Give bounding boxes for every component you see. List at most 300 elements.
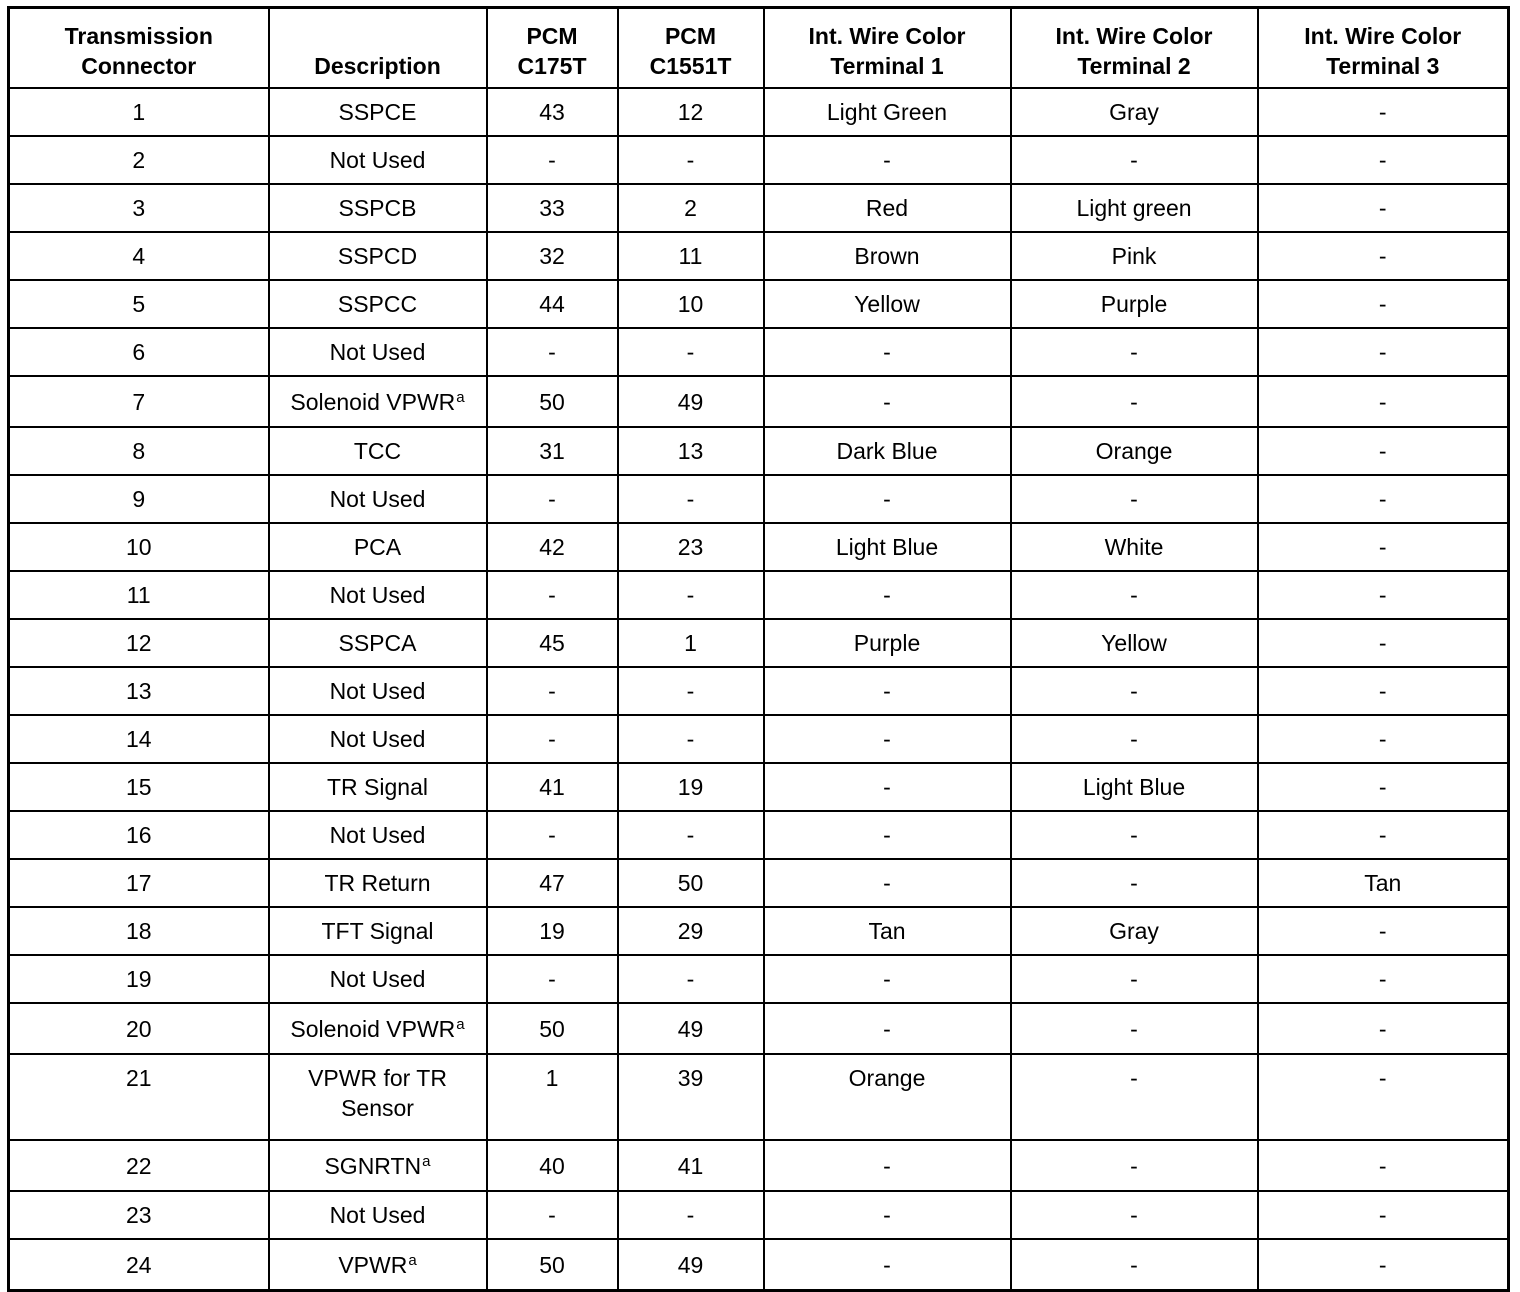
cell-connector-text: 13 [125, 678, 152, 704]
cell-connector-text: 12 [125, 630, 152, 656]
cell-pcm-c175t [487, 1191, 618, 1239]
cell-wire-color-terminal-1-text: - [883, 822, 891, 848]
cell-wire-color-terminal-2-text: - [1130, 726, 1138, 752]
cell-wire-color-terminal-3 [1258, 667, 1509, 715]
cell-connector-text: 15 [125, 774, 152, 800]
cell-description-text: Not Used [329, 486, 426, 512]
cell-wire-color-terminal-1-text: - [883, 1152, 891, 1179]
cell-wire-color-terminal-2 [1011, 763, 1258, 811]
cell-pcm-c1551t [618, 376, 764, 427]
cell-wire-color-terminal-3-text: - [1378, 774, 1387, 800]
cell-pcm-c175t [487, 1054, 618, 1140]
cell-wire-color-terminal-1-text: - [883, 486, 891, 512]
cell-pcm-c1551t-text: - [686, 1202, 695, 1228]
cell-wire-color-terminal-2-text: Gray [1109, 918, 1159, 944]
cell-pcm-c175t [487, 328, 618, 376]
header-row [9, 8, 1509, 89]
cell-wire-color-terminal-3-text: - [1378, 678, 1387, 704]
cell-wire-color-terminal-3 [1258, 859, 1509, 907]
cell-description [269, 571, 487, 619]
table-row [9, 280, 1509, 328]
cell-connector [9, 1054, 269, 1140]
cell-pcm-c175t-text: - [548, 147, 556, 173]
cell-wire-color-terminal-3-text: - [1378, 438, 1387, 464]
cell-wire-color-terminal-2 [1011, 1191, 1258, 1239]
cell-pcm-c1551t-text: 39 [677, 1065, 704, 1091]
cell-wire-color-terminal-2 [1011, 571, 1258, 619]
table-row [9, 715, 1509, 763]
cell-description-text: Not Used [329, 726, 426, 752]
cell-connector-text: 8 [132, 438, 146, 464]
cell-connector-text: 16 [125, 822, 152, 848]
table-row [9, 88, 1509, 136]
cell-connector [9, 136, 269, 184]
table-row [9, 523, 1509, 571]
cell-wire-color-terminal-1-text: - [883, 774, 891, 800]
cell-wire-color-terminal-1 [764, 1239, 1011, 1291]
cell-description [269, 1239, 487, 1291]
cell-connector [9, 328, 269, 376]
cell-pcm-c175t-text: - [548, 582, 556, 608]
table-row [9, 1054, 1509, 1140]
cell-description-text: TCC [353, 438, 402, 464]
cell-description [269, 475, 487, 523]
cell-wire-color-terminal-3-text: - [1378, 486, 1387, 512]
cell-wire-color-terminal-1-text: Light Green [826, 99, 948, 125]
cell-wire-color-terminal-2 [1011, 88, 1258, 136]
cell-pcm-c1551t [618, 136, 764, 184]
cell-connector [9, 232, 269, 280]
cell-wire-color-terminal-3 [1258, 523, 1509, 571]
cell-wire-color-terminal-3-text: - [1378, 966, 1387, 992]
cell-pcm-c175t [487, 427, 618, 475]
cell-wire-color-terminal-2-text: - [1130, 1152, 1138, 1179]
cell-wire-color-terminal-3-text: - [1378, 1152, 1387, 1179]
cell-pcm-c1551t-text: 29 [677, 918, 704, 944]
cell-wire-color-terminal-2-text: Gray [1109, 99, 1159, 125]
cell-wire-color-terminal-1-text: Dark Blue [836, 438, 938, 464]
cell-description-text: Not Used [329, 582, 426, 608]
cell-pcm-c175t-text: - [548, 822, 556, 848]
cell-wire-color-terminal-3-text: - [1378, 291, 1387, 317]
cell-wire-color-terminal-1 [764, 619, 1011, 667]
cell-pcm-c175t-text: 32 [539, 243, 565, 269]
cell-wire-color-terminal-2-text: - [1130, 870, 1138, 896]
cell-description [269, 907, 487, 955]
cell-connector-text: 20 [125, 1015, 152, 1042]
table-row [9, 232, 1509, 280]
cell-description-text: Not Used [329, 1202, 426, 1228]
cell-description [269, 184, 487, 232]
cell-description [269, 328, 487, 376]
cell-description [269, 280, 487, 328]
cell-wire-color-terminal-1 [764, 907, 1011, 955]
cell-connector [9, 619, 269, 667]
cell-description [269, 763, 487, 811]
cell-wire-color-terminal-3-text: - [1378, 534, 1387, 560]
cell-wire-color-terminal-1 [764, 280, 1011, 328]
cell-wire-color-terminal-2-text: Yellow [1101, 630, 1167, 656]
cell-pcm-c1551t-text: 49 [677, 388, 704, 415]
cell-pcm-c175t [487, 811, 618, 859]
cell-pcm-c1551t [618, 280, 764, 328]
cell-wire-color-terminal-2 [1011, 523, 1258, 571]
header-wire-color-terminal-1: Int. Wire Color Terminal 1 [764, 8, 1011, 89]
cell-description-text: Solenoid VPWR [290, 1015, 456, 1042]
footnote-marker: a [456, 1015, 465, 1033]
cell-wire-color-terminal-2-text: Light Blue [1082, 774, 1186, 800]
cell-wire-color-terminal-2 [1011, 475, 1258, 523]
cell-wire-color-terminal-3 [1258, 475, 1509, 523]
table-row [9, 475, 1509, 523]
cell-pcm-c175t [487, 280, 618, 328]
table-row [9, 376, 1509, 427]
cell-connector-text: 22 [125, 1152, 152, 1179]
cell-wire-color-terminal-3-text: - [1378, 339, 1387, 365]
cell-pcm-c175t-text: - [548, 486, 556, 512]
cell-description-text: PCA [353, 534, 402, 560]
cell-pcm-c175t-text: 50 [539, 1251, 565, 1278]
header-wire-color-terminal-2: Int. Wire Color Terminal 2 [1011, 8, 1258, 89]
cell-connector [9, 427, 269, 475]
cell-pcm-c175t [487, 376, 618, 427]
cell-wire-color-terminal-3 [1258, 376, 1509, 427]
cell-wire-color-terminal-3 [1258, 1140, 1509, 1191]
footnote-marker: a [456, 388, 465, 406]
cell-wire-color-terminal-2-text: - [1130, 388, 1138, 415]
cell-wire-color-terminal-3-text: - [1378, 1251, 1387, 1278]
cell-connector [9, 88, 269, 136]
cell-wire-color-terminal-3 [1258, 232, 1509, 280]
cell-connector [9, 376, 269, 427]
cell-wire-color-terminal-1 [764, 376, 1011, 427]
cell-description-text: Not Used [329, 339, 426, 365]
cell-wire-color-terminal-2-text: - [1130, 822, 1138, 848]
cell-connector [9, 955, 269, 1003]
cell-wire-color-terminal-2-text: White [1104, 534, 1164, 560]
cell-description-text: Solenoid VPWR [290, 388, 456, 415]
cell-connector-text: 1 [132, 99, 146, 125]
cell-pcm-c1551t [618, 811, 764, 859]
cell-pcm-c1551t [618, 907, 764, 955]
cell-pcm-c1551t-text: - [686, 582, 695, 608]
cell-wire-color-terminal-2-text: - [1130, 1065, 1138, 1091]
cell-pcm-c1551t-text: 2 [684, 195, 697, 221]
header-transmission-connector: Transmission Connector [9, 8, 269, 89]
cell-pcm-c175t-text: 33 [539, 195, 565, 221]
cell-pcm-c175t-text: 41 [539, 774, 565, 800]
cell-wire-color-terminal-2-text: - [1130, 678, 1138, 704]
cell-connector-text: 10 [125, 534, 152, 560]
cell-wire-color-terminal-3-text: Tan [1364, 870, 1402, 896]
cell-wire-color-terminal-1 [764, 1140, 1011, 1191]
cell-description [269, 859, 487, 907]
cell-description-text: VPWR for TR Sensor [308, 1065, 447, 1121]
cell-wire-color-terminal-3-text: - [1378, 388, 1387, 415]
cell-wire-color-terminal-2 [1011, 184, 1258, 232]
table-row [9, 571, 1509, 619]
cell-pcm-c175t [487, 1239, 618, 1291]
cell-wire-color-terminal-2-text: - [1130, 486, 1138, 512]
cell-connector [9, 1003, 269, 1054]
cell-pcm-c175t-text: 44 [539, 291, 565, 317]
cell-pcm-c175t-text: - [548, 678, 556, 704]
table-row [9, 811, 1509, 859]
cell-wire-color-terminal-2 [1011, 427, 1258, 475]
cell-description-text: VPWR [338, 1251, 408, 1278]
cell-description [269, 1003, 487, 1054]
cell-wire-color-terminal-1-text: - [883, 870, 891, 896]
cell-description-text: SSPCE [338, 99, 417, 125]
cell-description-text: Not Used [329, 678, 426, 704]
cell-wire-color-terminal-1 [764, 571, 1011, 619]
cell-pcm-c1551t [618, 1239, 764, 1291]
cell-wire-color-terminal-2-text: Purple [1100, 291, 1168, 317]
cell-description-text: Not Used [329, 966, 426, 992]
cell-description [269, 619, 487, 667]
cell-wire-color-terminal-1-text: - [883, 966, 891, 992]
cell-wire-color-terminal-3 [1258, 1239, 1509, 1291]
cell-connector-text: 5 [132, 291, 146, 317]
cell-connector-text: 17 [125, 870, 152, 896]
cell-pcm-c175t [487, 955, 618, 1003]
cell-wire-color-terminal-1-text: - [883, 726, 891, 752]
cell-description [269, 1140, 487, 1191]
cell-pcm-c1551t [618, 1140, 764, 1191]
cell-connector-text: 4 [132, 243, 146, 269]
cell-wire-color-terminal-1-text: Purple [853, 630, 921, 656]
cell-pcm-c1551t [618, 475, 764, 523]
cell-wire-color-terminal-3 [1258, 907, 1509, 955]
cell-wire-color-terminal-2 [1011, 1140, 1258, 1191]
cell-connector-text: 11 [126, 582, 151, 608]
cell-wire-color-terminal-2-text: - [1130, 147, 1138, 173]
cell-wire-color-terminal-2-text: - [1130, 339, 1138, 365]
cell-pcm-c175t [487, 1003, 618, 1054]
cell-wire-color-terminal-3-text: - [1378, 726, 1387, 752]
cell-description [269, 88, 487, 136]
cell-wire-color-terminal-2 [1011, 811, 1258, 859]
cell-wire-color-terminal-2-text: - [1130, 966, 1138, 992]
cell-pcm-c1551t-text: - [686, 147, 695, 173]
cell-pcm-c175t [487, 232, 618, 280]
cell-pcm-c175t-text: 1 [545, 1065, 559, 1091]
cell-pcm-c1551t-text: 19 [677, 774, 704, 800]
cell-wire-color-terminal-3 [1258, 1054, 1509, 1140]
cell-wire-color-terminal-1 [764, 811, 1011, 859]
cell-wire-color-terminal-3-text: - [1378, 1015, 1387, 1042]
cell-description [269, 1191, 487, 1239]
cell-connector [9, 1239, 269, 1291]
table-row [9, 1003, 1509, 1054]
cell-connector [9, 1191, 269, 1239]
cell-pcm-c1551t [618, 184, 764, 232]
cell-connector [9, 811, 269, 859]
cell-description-text: Not Used [329, 147, 426, 173]
cell-pcm-c1551t-text: 13 [677, 438, 704, 464]
cell-wire-color-terminal-1 [764, 475, 1011, 523]
cell-wire-color-terminal-3 [1258, 715, 1509, 763]
cell-pcm-c1551t-text: 41 [677, 1152, 704, 1179]
cell-pcm-c1551t-text: - [686, 678, 695, 704]
cell-pcm-c1551t [618, 571, 764, 619]
cell-description [269, 955, 487, 1003]
cell-pcm-c1551t [618, 715, 764, 763]
cell-wire-color-terminal-1-text: Light Blue [835, 534, 939, 560]
cell-pcm-c175t [487, 1140, 618, 1191]
cell-connector-text: 14 [125, 726, 152, 752]
cell-pcm-c175t [487, 523, 618, 571]
cell-connector [9, 280, 269, 328]
cell-pcm-c1551t [618, 955, 764, 1003]
table-row [9, 136, 1509, 184]
cell-wire-color-terminal-3-text: - [1378, 918, 1387, 944]
cell-wire-color-terminal-1-text: - [883, 582, 891, 608]
cell-connector-text: 24 [125, 1251, 152, 1278]
table-row [9, 427, 1509, 475]
cell-pcm-c1551t-text: 50 [677, 870, 704, 896]
cell-wire-color-terminal-2-text: Pink [1111, 243, 1157, 269]
cell-wire-color-terminal-1 [764, 1003, 1011, 1054]
cell-connector [9, 571, 269, 619]
cell-pcm-c175t-text: 31 [539, 438, 565, 464]
cell-wire-color-terminal-3-text: - [1378, 195, 1387, 221]
cell-description [269, 232, 487, 280]
table-row [9, 955, 1509, 1003]
cell-wire-color-terminal-1 [764, 136, 1011, 184]
cell-wire-color-terminal-1 [764, 184, 1011, 232]
cell-wire-color-terminal-3 [1258, 136, 1509, 184]
cell-pcm-c1551t-text: - [686, 822, 695, 848]
cell-wire-color-terminal-3 [1258, 763, 1509, 811]
cell-connector-text: 2 [132, 147, 146, 173]
cell-wire-color-terminal-2 [1011, 619, 1258, 667]
cell-wire-color-terminal-3 [1258, 328, 1509, 376]
table-row [9, 859, 1509, 907]
table-row [9, 667, 1509, 715]
table-row [9, 763, 1509, 811]
cell-wire-color-terminal-1 [764, 88, 1011, 136]
connector-table-container [7, 6, 1507, 1276]
cell-pcm-c175t-text: 50 [539, 1015, 565, 1042]
cell-pcm-c1551t [618, 328, 764, 376]
table-row [9, 907, 1509, 955]
cell-connector-text: 19 [125, 966, 152, 992]
cell-connector [9, 667, 269, 715]
cell-wire-color-terminal-3-text: - [1378, 243, 1387, 269]
cell-wire-color-terminal-2 [1011, 859, 1258, 907]
cell-pcm-c175t [487, 88, 618, 136]
header-pcm-c1551t: PCM C1551T [618, 8, 764, 89]
cell-pcm-c175t-text: - [548, 1202, 556, 1228]
cell-pcm-c175t-text: 19 [539, 918, 565, 944]
cell-connector-text: 3 [132, 195, 146, 221]
cell-pcm-c1551t [618, 763, 764, 811]
footnote-marker: a [422, 1152, 431, 1170]
cell-wire-color-terminal-3 [1258, 619, 1509, 667]
cell-pcm-c1551t-text: 23 [677, 534, 704, 560]
table-row [9, 328, 1509, 376]
cell-pcm-c175t-text: 45 [539, 630, 565, 656]
cell-wire-color-terminal-3 [1258, 184, 1509, 232]
cell-pcm-c1551t [618, 88, 764, 136]
cell-wire-color-terminal-3 [1258, 88, 1509, 136]
cell-wire-color-terminal-1 [764, 1054, 1011, 1140]
cell-pcm-c1551t [618, 667, 764, 715]
cell-pcm-c175t [487, 763, 618, 811]
cell-pcm-c1551t-text: 11 [678, 243, 703, 269]
cell-pcm-c175t-text: - [548, 966, 556, 992]
cell-connector [9, 859, 269, 907]
cell-pcm-c175t [487, 136, 618, 184]
cell-wire-color-terminal-3-text: - [1378, 582, 1387, 608]
cell-wire-color-terminal-1 [764, 667, 1011, 715]
cell-connector [9, 763, 269, 811]
cell-wire-color-terminal-1 [764, 859, 1011, 907]
table-row [9, 1239, 1509, 1291]
cell-pcm-c175t [487, 907, 618, 955]
cell-pcm-c1551t [618, 232, 764, 280]
cell-pcm-c1551t-text: - [686, 486, 695, 512]
cell-pcm-c1551t [618, 523, 764, 571]
cell-wire-color-terminal-3 [1258, 427, 1509, 475]
cell-description-text: SSPCD [337, 243, 418, 269]
cell-wire-color-terminal-2 [1011, 1054, 1258, 1140]
cell-pcm-c175t [487, 184, 618, 232]
header-wire-color-terminal-3: Int. Wire Color Terminal 3 [1258, 8, 1509, 89]
cell-wire-color-terminal-3-text: - [1378, 822, 1387, 848]
cell-wire-color-terminal-1-text: Brown [854, 243, 920, 269]
cell-connector [9, 1140, 269, 1191]
cell-description [269, 376, 487, 427]
cell-pcm-c175t-text: - [548, 726, 556, 752]
cell-wire-color-terminal-2 [1011, 667, 1258, 715]
cell-pcm-c1551t-text: 12 [677, 99, 704, 125]
cell-pcm-c175t-text: 50 [539, 388, 565, 415]
cell-description-text: TR Return [324, 870, 431, 896]
cell-wire-color-terminal-1 [764, 1191, 1011, 1239]
cell-description-text: SSPCC [337, 291, 418, 317]
cell-pcm-c175t [487, 667, 618, 715]
cell-pcm-c175t-text: 40 [539, 1152, 565, 1179]
cell-description-text: TFT Signal [321, 918, 434, 944]
cell-wire-color-terminal-3-text: - [1378, 1065, 1387, 1091]
cell-wire-color-terminal-2 [1011, 328, 1258, 376]
cell-wire-color-terminal-3 [1258, 280, 1509, 328]
cell-wire-color-terminal-2 [1011, 907, 1258, 955]
cell-pcm-c175t [487, 715, 618, 763]
cell-wire-color-terminal-3 [1258, 1003, 1509, 1054]
cell-wire-color-terminal-2 [1011, 136, 1258, 184]
cell-wire-color-terminal-1-text: - [883, 678, 891, 704]
cell-wire-color-terminal-1-text: Orange [848, 1065, 926, 1091]
cell-wire-color-terminal-1 [764, 427, 1011, 475]
cell-description-text: SSPCB [338, 195, 417, 221]
cell-wire-color-terminal-1-text: - [883, 388, 891, 415]
cell-wire-color-terminal-1-text: Red [865, 195, 909, 221]
cell-wire-color-terminal-2-text: - [1130, 1251, 1138, 1278]
cell-pcm-c175t-text: - [548, 339, 556, 365]
footnote-marker: a [408, 1251, 417, 1269]
cell-pcm-c175t-text: 43 [539, 99, 565, 125]
cell-wire-color-terminal-2 [1011, 1003, 1258, 1054]
cell-pcm-c1551t [618, 1054, 764, 1140]
cell-connector-text: 6 [132, 339, 146, 365]
cell-connector [9, 715, 269, 763]
cell-pcm-c1551t [618, 427, 764, 475]
cell-wire-color-terminal-1-text: - [883, 1202, 891, 1228]
cell-wire-color-terminal-2 [1011, 955, 1258, 1003]
